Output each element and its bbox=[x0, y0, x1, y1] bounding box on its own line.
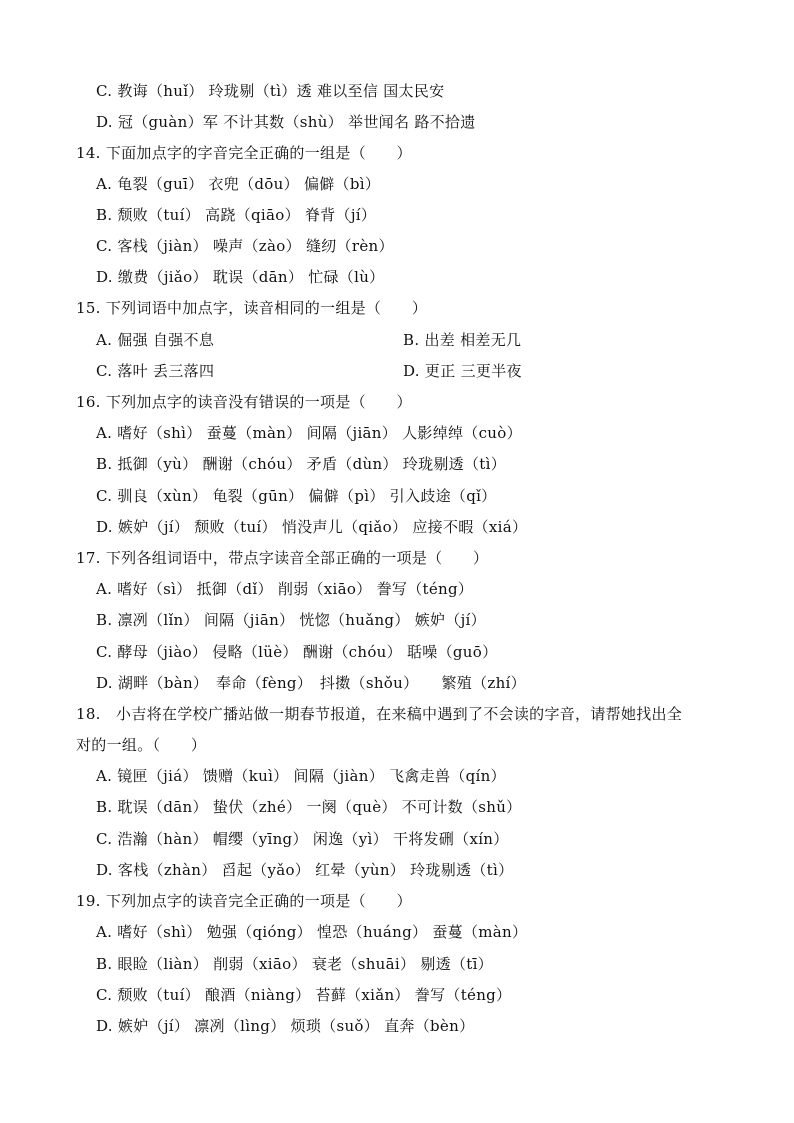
option-c-line: C. 教诲（huǐ） 玲珑剔（tì）透 难以至信 国太民安 bbox=[96, 82, 445, 100]
q18-option-d: D. 客栈（zhàn） 舀起（yǎo） 红晕（yùn） 玲珑剔透（tì） bbox=[96, 861, 514, 879]
q17-option-d: D. 湖畔（bàn） 奉命（fèng） 抖擞（shǒu） 繁殖（zhí） bbox=[96, 674, 526, 692]
q17-option-c: C. 酵母（jiào） 侵略（lüè） 酬谢（chóu） 聒噪（guō） bbox=[96, 643, 498, 661]
question-18-continued: 对的一组。（ ） bbox=[76, 736, 207, 754]
q19-option-d: D. 嫉妒（jí） 凛冽（lìng） 烦琐（suǒ） 直奔（bèn） bbox=[96, 1017, 475, 1035]
q16-option-c: C. 驯良（xùn） 龟裂（gūn） 偏僻（pì） 引入歧途（qǐ） bbox=[96, 487, 497, 505]
q17-option-a: A. 嗜好（sì） 抵御（dǐ） 削弱（xiāo） 誊写（téng） bbox=[96, 580, 474, 598]
q17-option-b: B. 凛冽（lǐn） 间隔（jiān） 恍惚（huǎng） 嫉妒（jí） bbox=[96, 611, 486, 629]
q15-option-c: C. 落叶 丢三落四 bbox=[96, 362, 215, 380]
question-18: 18. 小吉将在学校广播站做一期春节报道，在来稿中遇到了不会读的字音，请帮她找出全 bbox=[76, 705, 683, 723]
question-17: 17. 下列各组词语中，带点字读音全部正确的一项是（ ） bbox=[76, 549, 489, 567]
q18-option-b: B. 耽误（dān） 蛰伏（zhé） 一阕（què） 不可计数（shǔ） bbox=[96, 798, 522, 816]
q19-option-b: B. 眼睑（liàn） 削弱（xiāo） 衰老（shuāi） 剔透（tī） bbox=[96, 955, 493, 973]
q19-option-c: C. 颓败（tuí） 酿酒（niàng） 苔藓（xiǎn） 誊写（téng） bbox=[96, 986, 512, 1004]
q14-option-a: A. 龟裂（guī） 衣兜（dōu） 偏僻（bì） bbox=[96, 175, 381, 193]
option-d-line: D. 冠（guàn）军 不计其数（shù） 举世闻名 路不拾遗 bbox=[96, 113, 476, 131]
q18-option-c: C. 浩瀚（hàn） 帽缨（yīng） 闲逸（yì） 干将发硎（xín） bbox=[96, 830, 509, 848]
q16-option-a: A. 嗜好（shì） 蚕蔓（màn） 间隔（jiān） 人影绰绰（cuò） bbox=[96, 424, 522, 442]
q18-option-a: A. 镜匣（jiá） 馈赠（kuì） 间隔（jiàn） 飞禽走兽（qín） bbox=[96, 767, 506, 785]
q15-option-b: B. 出差 相差无几 bbox=[403, 331, 522, 349]
question-19: 19. 下列加点字的读音完全正确的一项是（ ） bbox=[76, 892, 412, 910]
question-15: 15. 下列词语中加点字，读音相同的一组是（ ） bbox=[76, 299, 428, 317]
q16-option-d: D. 嫉妒（jí） 颓败（tuí） 悄没声儿（qiǎo） 应接不暇（xiá） bbox=[96, 518, 528, 536]
q16-option-b: B. 抵御（yù） 酬谢（chóu） 矛盾（dùn） 玲珑剔透（tì） bbox=[96, 455, 507, 473]
question-16: 16. 下列加点字的读音没有错误的一项是（ ） bbox=[76, 393, 412, 411]
q19-option-a: A. 嗜好（shì） 勉强（qióng） 惶恐（huáng） 蚕蔓（màn） bbox=[96, 923, 528, 941]
q14-option-d: D. 缴费（jiǎo） 耽误（dān） 忙碌（lù） bbox=[96, 268, 385, 286]
q14-option-c: C. 客栈（jiàn） 噪声（zào） 缝纫（rèn） bbox=[96, 237, 394, 255]
q15-option-a: A. 倔强 自强不息 bbox=[96, 331, 215, 349]
question-14: 14. 下面加点字的字音完全正确的一组是（ ） bbox=[76, 144, 412, 162]
q14-option-b: B. 颓败（tuí） 高跷（qiāo） 脊背（jí） bbox=[96, 206, 377, 224]
q15-option-d: D. 更正 三更半夜 bbox=[403, 362, 522, 380]
